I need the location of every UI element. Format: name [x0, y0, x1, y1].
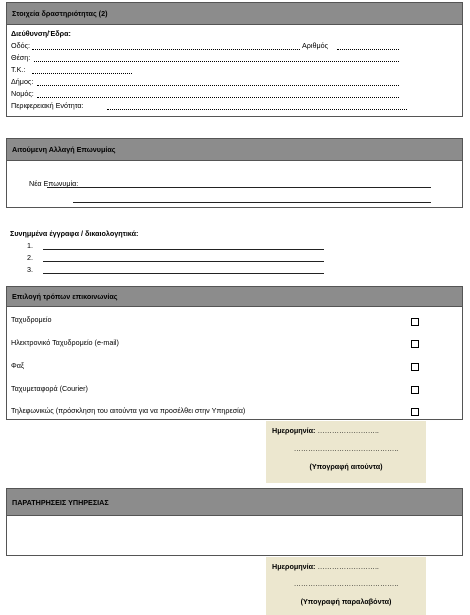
receiver-date-dots: ……………………..: [317, 562, 379, 571]
remarks-header: [7, 489, 462, 516]
applicant-date-label: Ημερομηνία:: [272, 426, 316, 435]
applicant-signature-caption: (Υπογραφή αιτούντα): [309, 462, 383, 471]
position-label: Θέση:: [11, 53, 31, 62]
postal-code-field[interactable]: [32, 73, 132, 74]
contact-section: [6, 286, 463, 420]
checkbox-phone[interactable]: [411, 408, 419, 416]
prefecture-field[interactable]: [37, 97, 399, 98]
name-change-title: Αιτούμενη Αλλαγή Επωνυμίας: [12, 145, 116, 154]
receiver-signature-line[interactable]: ……………………………………..: [293, 579, 399, 588]
applicant-date-dots: ……………………..: [317, 426, 379, 435]
attachment-number-2: 2.: [27, 253, 33, 262]
remarks-field[interactable]: [7, 516, 462, 555]
applicant-date[interactable]: [272, 426, 379, 435]
municipality-field[interactable]: [37, 85, 399, 86]
applicant-signature-block: [266, 421, 426, 483]
attachment-number-1: 1.: [27, 241, 33, 250]
checkbox-email[interactable]: [411, 340, 419, 348]
remarks-title: ΠΑΡΑΤΗΡΗΣΕΙΣ ΥΠΗΡΕΣΙΑΣ: [12, 497, 109, 507]
contact-option-phone: Τηλεφωνικώς (πρόσκληση του αιτούντα για να προσέλθει στην Υπηρεσία): [11, 406, 246, 415]
receiver-signature-caption: (Υπογραφή παραλαβόντα): [300, 597, 392, 606]
name-change-header: [7, 139, 462, 161]
municipality-label: Δήμος:: [11, 77, 34, 86]
street-field[interactable]: [32, 49, 300, 50]
contact-title: Επιλογή τρόπων επικοινωνίας: [12, 292, 118, 301]
checkbox-fax[interactable]: [411, 363, 419, 371]
street-label: Οδός:: [11, 41, 31, 50]
number-field[interactable]: [337, 49, 399, 50]
attachment-line-2[interactable]: [43, 261, 324, 262]
receiver-signature-block: [266, 557, 426, 615]
region-label: Περιφερειακή Ενότητα:: [11, 101, 84, 110]
attachment-line-1[interactable]: [43, 249, 324, 250]
new-name-label: Νέα Επωνυμία:: [29, 179, 79, 188]
position-field[interactable]: [34, 61, 399, 62]
applicant-signature-line[interactable]: ……………………………………..: [293, 444, 399, 453]
checkbox-post[interactable]: [411, 318, 419, 326]
name-change-section: [6, 138, 463, 208]
activity-section: [6, 2, 463, 117]
new-name-line-1[interactable]: [47, 187, 431, 188]
postal-code-label: Τ.Κ.:: [11, 65, 26, 74]
contact-option-courier: Ταχυμεταφορά (Courier): [11, 384, 88, 393]
region-field[interactable]: [107, 109, 407, 110]
new-name-line-2[interactable]: [73, 202, 431, 203]
remarks-section: [6, 488, 463, 556]
number-label: Αριθμός: [302, 41, 329, 50]
prefecture-label: Νομός:: [11, 89, 34, 98]
activity-header: [7, 3, 462, 25]
checkbox-courier[interactable]: [411, 386, 419, 394]
contact-option-fax: Φαξ: [11, 361, 25, 370]
contact-header: [7, 287, 462, 307]
attachment-line-3[interactable]: [43, 273, 324, 274]
contact-option-email: Ηλεκτρονικό Ταχυδρομείο (e-mail): [11, 338, 119, 347]
attachment-number-3: 3.: [27, 265, 33, 274]
contact-option-post: Ταχυδρομείο: [11, 315, 52, 324]
receiver-date-label: Ημερομηνία:: [272, 562, 316, 571]
activity-title: Στοιχεία δραστηριότητας (2): [12, 9, 108, 18]
attachments-title: Συνημμένα έγγραφα / δικαιολογητικά:: [10, 229, 139, 238]
address-heading: Διεύθυνση/Έδρα:: [11, 29, 71, 38]
receiver-date[interactable]: [272, 562, 379, 571]
